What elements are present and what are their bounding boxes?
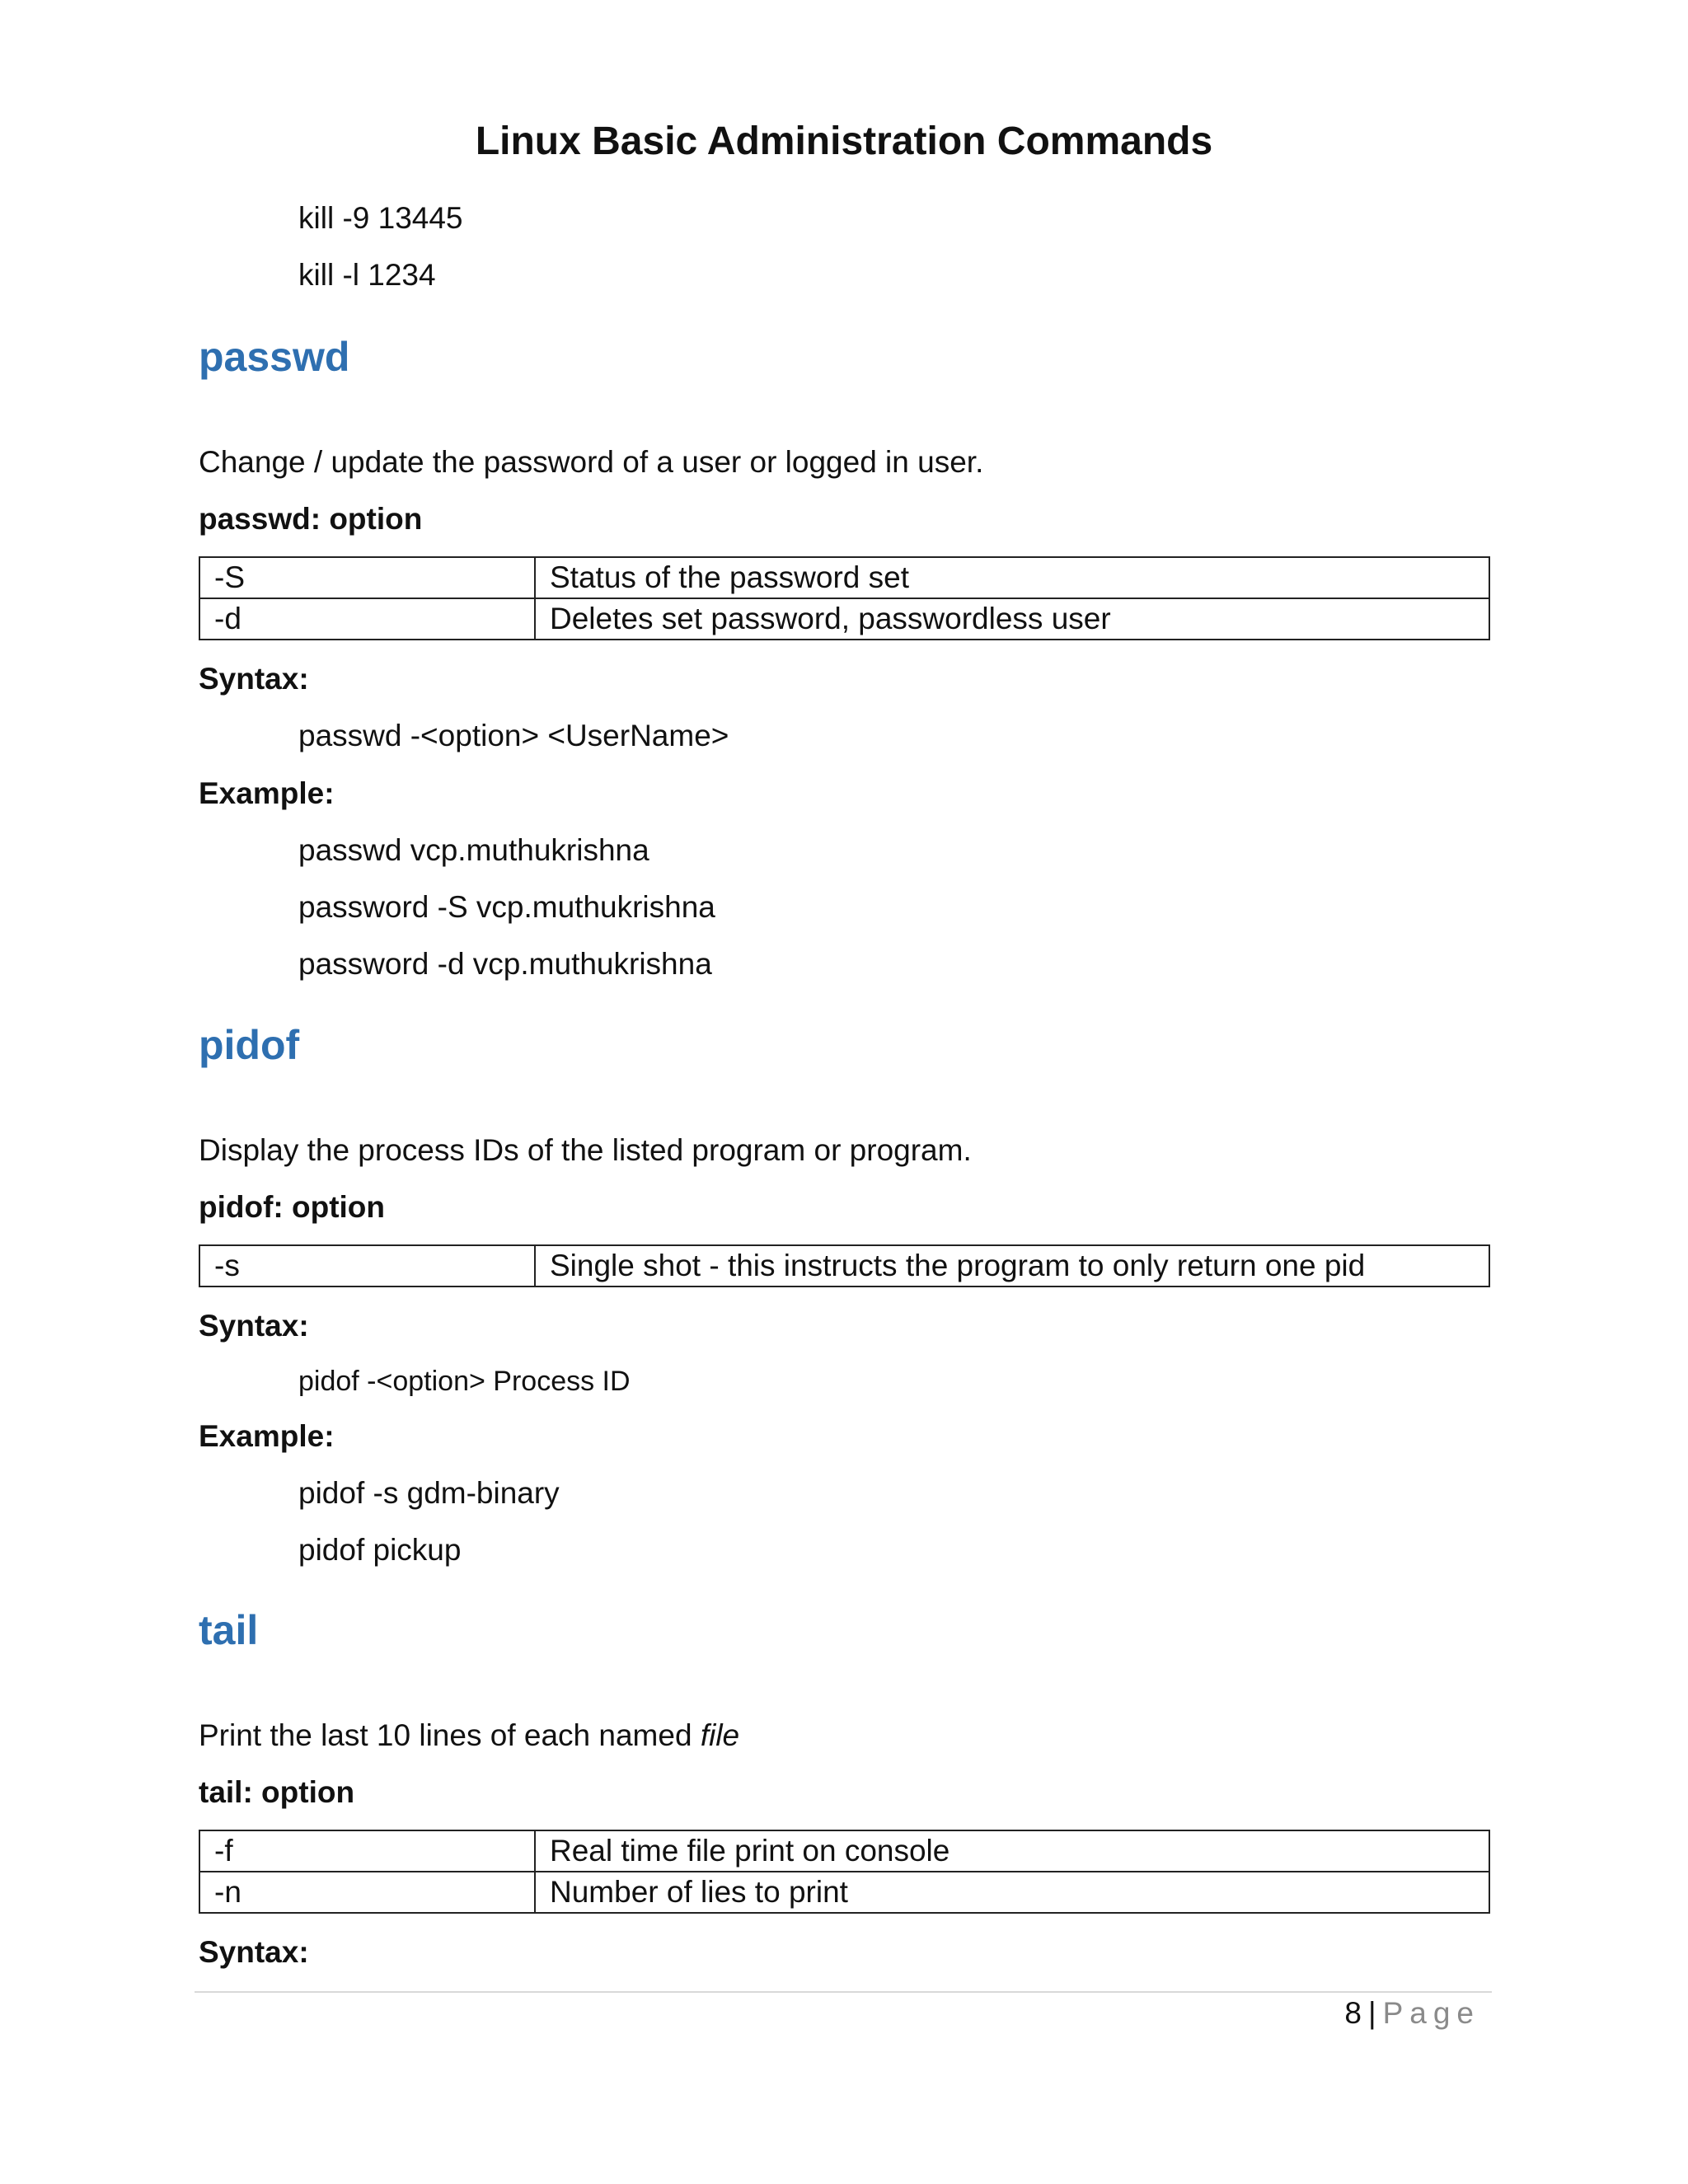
table-row — [199, 1872, 1489, 1913]
option-label: tail: option — [199, 1775, 355, 1809]
document-title: Linux Basic Administration Commands — [475, 120, 1213, 163]
table-row — [199, 1245, 1489, 1286]
example-line: kill -l 1234 — [298, 258, 436, 292]
example-label: Example: — [199, 776, 335, 810]
option-flag: -s — [199, 1245, 535, 1286]
table-row — [199, 1830, 1489, 1872]
syntax-line: pidof -<option> Process ID — [298, 1366, 631, 1397]
option-flag: -n — [199, 1872, 535, 1913]
options-table-pidof — [199, 1244, 1490, 1287]
page-number: 8 — [1344, 1996, 1362, 2030]
example-line: pidof pickup — [298, 1533, 462, 1567]
option-flag: -d — [199, 598, 535, 640]
example-line: pidof -s gdm-binary — [298, 1476, 560, 1510]
option-description: Single shot - this instructs the program to only return one pid — [535, 1245, 1489, 1286]
syntax-label: Syntax: — [199, 1935, 309, 1969]
section-description — [199, 1717, 739, 1755]
description-text: Print the last 10 lines of each named — [199, 1718, 701, 1752]
syntax-label: Syntax: — [199, 1309, 309, 1343]
syntax-label: Syntax: — [199, 662, 309, 696]
section-heading-passwd: passwd — [199, 334, 350, 380]
example-line: kill -9 13445 — [298, 201, 463, 235]
footer-divider — [195, 1991, 1492, 1993]
footer-separator: | — [1367, 1996, 1376, 2030]
option-flag: -S — [199, 557, 535, 598]
section-description: Display the process IDs of the listed program or program. — [199, 1133, 972, 1167]
table-row — [199, 598, 1489, 640]
option-flag: -f — [199, 1830, 535, 1872]
page-word: Page — [1382, 1996, 1480, 2030]
example-line: passwd vcp.muthukrishna — [298, 833, 649, 867]
options-table-passwd — [199, 556, 1490, 640]
option-description: Number of lies to print — [535, 1872, 1489, 1913]
example-label: Example: — [199, 1419, 335, 1453]
section-description: Change / update the password of a user or logged in user. — [199, 445, 984, 479]
section-heading-tail: tail — [199, 1607, 259, 1653]
option-label: passwd: option — [199, 502, 423, 536]
options-table-tail — [199, 1830, 1490, 1914]
description-emphasis: file — [700, 1718, 740, 1752]
table-row — [199, 557, 1489, 598]
option-description: Real time file print on console — [535, 1830, 1489, 1872]
option-description: Status of the password set — [535, 557, 1489, 598]
example-line: password -S vcp.muthukrishna — [298, 890, 715, 924]
syntax-line: passwd -<option> <UserName> — [298, 719, 729, 752]
page-footer — [1344, 1994, 1480, 2032]
section-heading-pidof: pidof — [199, 1022, 300, 1068]
example-line: password -d vcp.muthukrishna — [298, 947, 712, 981]
option-description: Deletes set password, passwordless user — [535, 598, 1489, 640]
option-label: pidof: option — [199, 1190, 386, 1224]
